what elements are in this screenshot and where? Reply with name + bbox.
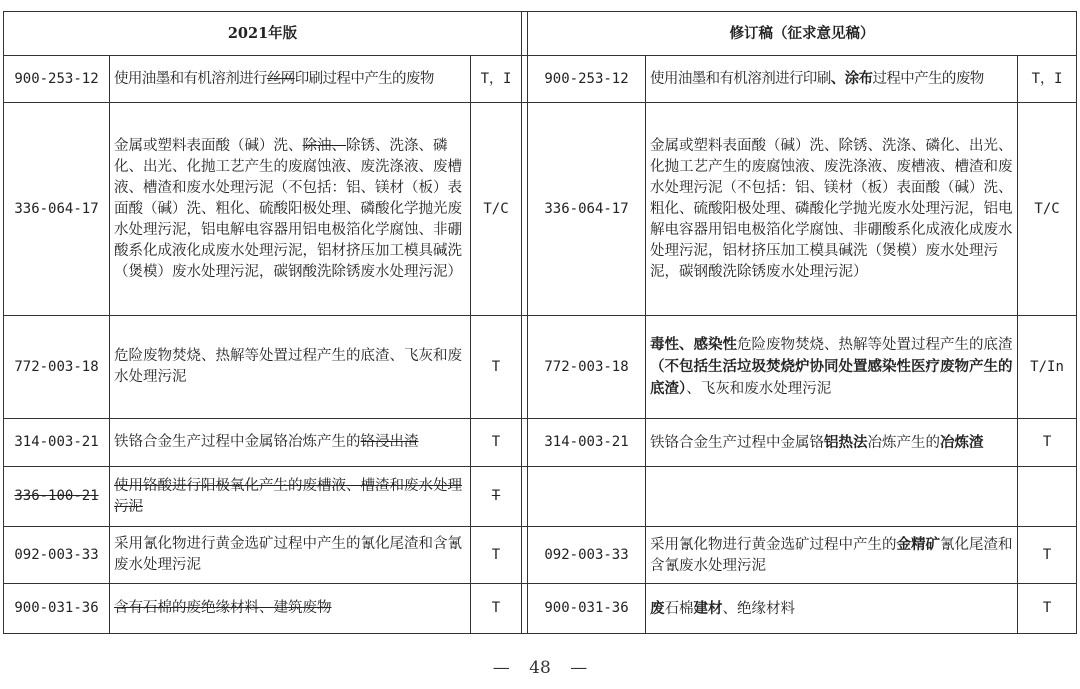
description-text: 使用油墨和有机溶剂进行印刷 [650,71,831,87]
table-row [4,527,1077,584]
old-description [110,419,471,467]
old-code: 336-064-17 [4,103,110,316]
deleted-text: 丝网 [266,70,295,87]
new-description [646,419,1018,467]
description-text: 采用氰化物进行黄金选矿过程中产生的 [650,536,897,553]
new-code: 336-064-17 [528,103,646,316]
header-2021: 2021年版 [4,12,522,56]
added-text: 金精矿 [896,535,941,553]
table-row [4,584,1077,634]
old-category: T [471,419,522,467]
new-code: 314-003-21 [528,419,646,467]
added-text: 废 [650,599,665,617]
description-text: 金属或塑料表面酸（碱）洗、除锈、洗涤、磷化、出光、化抛工艺产生的废腐蚀液、废洗涤液、废槽液、槽渣和废水处理污泥（不包括：铝、镁材（板）表面酸（碱）洗、粗化、硫酸阳极处理、磷酸化学抛光废水处理污泥，铝电解电容器用铝电极箔化学腐蚀、非硼酸系化成液化成废水处理污泥，铝材挤压加工模具碱洗（煲模）废水处理污泥，碳钢酸洗除锈废水处理污泥） [650,137,1013,280]
header-row [4,12,1077,56]
new-code: 900-253-12 [528,56,646,103]
old-description [110,467,471,527]
new-category: T [1018,584,1077,634]
added-text: 铝热法 [824,433,868,451]
description-text: 氰化尾渣和含氰废水处理污泥 [650,536,1013,574]
header-revision: 修订稿（征求意见稿） [528,12,1077,56]
new-category: T [1018,527,1077,584]
new-description [646,316,1018,419]
footer-dash-right: — [570,658,588,678]
new-category: T/C [1018,103,1077,316]
description-text: 采用氰化物进行黄金选矿过程中产生的氰化尾渣和含氰废水处理污泥 [114,536,462,573]
old-code: 900-031-36 [4,584,110,634]
old-code: 900-253-12 [4,56,110,103]
description-text: 、飞灰和废水处理污泥 [686,381,832,397]
added-text: 、涂布 [830,70,873,87]
description-text: 铁铬合金生产过程中金属铬冶炼产生的 [114,434,361,450]
description-text: 过程中产生的废物 [872,71,984,87]
description-text: 金属或塑料表面酸（碱）洗、 [114,137,303,154]
new-category [1018,467,1077,527]
new-category: T [1018,419,1077,467]
page-footer [0,658,1080,678]
new-code [528,467,646,527]
old-code: 772-003-18 [4,316,110,419]
description-text: 危险废物焚烧、热解等处置过程产生的底渣、飞灰和废水处理污泥 [114,348,462,385]
description-text: 冶炼产生的 [867,434,941,451]
old-category: T [471,316,522,419]
new-code: 092-003-33 [528,527,646,584]
new-description [646,103,1018,316]
deleted-text: 使用铬酸进行阳极氧化产生的废槽液、槽渣和废水处理污泥 [114,477,462,515]
page-number: 48 [529,658,551,678]
description-text: 除锈、洗涤、磷化、出光、化抛工艺产生的废腐蚀液、废洗涤液、废槽液、槽渣和废水处理污泥（不包括：铝、镁材（板）表面酸（碱）洗、粗化、硫酸阳极处理、磷酸化学抛光废水处理污泥，铝电解电容器用铝电极箔化学腐蚀、非硼酸系化成液化成废水处理污泥，铝材挤压加工模具碱洗（煲模）废水处理污泥，碳钢酸洗除锈废水处理污泥） [114,137,462,280]
deleted-text: 含有石棉的废绝缘材料、建筑废物 [114,600,332,616]
new-description [646,56,1018,103]
description-text: 、绝缘材料 [722,600,796,617]
table-row [4,103,1077,316]
old-category: T [471,584,522,634]
table-row [4,56,1077,103]
new-category: T，I [1018,56,1077,103]
table-row [4,316,1077,419]
old-code: 092-003-33 [4,527,110,584]
new-description [646,527,1018,584]
deleted-text: 铬浸出渣 [360,434,419,450]
comparison-table [3,11,1077,634]
old-category: T/C [471,103,522,316]
new-description [646,467,1018,527]
old-category: T [471,467,522,527]
new-description [646,584,1018,634]
added-text: （不包括生活垃圾焚烧炉协同处置感染性医疗废物产生的底渣） [650,358,1013,397]
old-category: T [471,527,522,584]
footer-dash-left: — [492,658,510,678]
added-text: 冶炼渣 [940,433,984,451]
added-text: 建材 [693,599,723,617]
table-row [4,467,1077,527]
old-description [110,527,471,584]
deleted-text: 除油、 [302,137,346,154]
added-text: 毒性、感染性 [650,336,738,353]
old-description [110,103,471,316]
new-code: 900-031-36 [528,584,646,634]
new-category: T/In [1018,316,1077,419]
old-description [110,584,471,634]
old-category: T，I [471,56,522,103]
old-code: 336-100-21 [4,467,110,527]
description-text: 使用油墨和有机溶剂进行 [114,70,267,87]
description-text: 印刷过程中产生的废物 [294,70,434,87]
table-row [4,419,1077,467]
old-description [110,316,471,419]
new-code: 772-003-18 [528,316,646,419]
old-description [110,56,471,103]
description-text: 石棉 [664,600,694,617]
old-code: 314-003-21 [4,419,110,467]
description-text: 铁铬合金生产过程中金属铬 [650,434,825,451]
description-text: 危险废物焚烧、热解等处置过程产生的底渣 [737,337,1013,353]
